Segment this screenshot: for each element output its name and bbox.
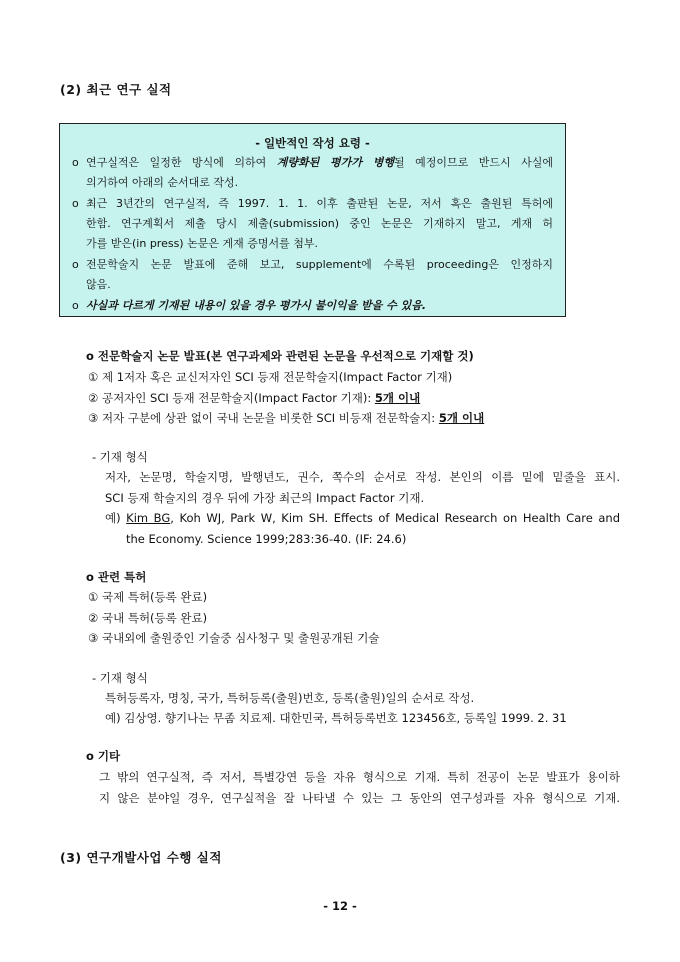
- papers-example-line-2: the Economy. Science 1999;283:36-40. (IF: 24.6): [126, 532, 407, 546]
- guideline-box: [59, 123, 566, 317]
- other-line-2: 지 않은 분야일 경우, 연구실적을 잘 나타낼 수 있는 그 동안의 연구성과를 자유 형식으로 기재.: [99, 791, 620, 805]
- limit-label: 5개 이내: [438, 411, 485, 425]
- patents-heading: o 관련 특허: [86, 570, 147, 584]
- patents-item-3: ③ 국내외에 출원중인 기술중 심사청구 및 출원공개된 기술: [88, 631, 380, 645]
- patents-format-line-1: 특허등록자, 명칭, 국가, 특허등록(출원)번호, 등록(출원)일의 순서로 작성.: [105, 691, 475, 705]
- papers-heading: o 전문학술지 논문 발표(본 연구과제와 관련된 논문을 우선적으로 기재할 것): [86, 349, 474, 363]
- section-3-title: (3) 연구개발사업 수행 실적: [60, 850, 222, 865]
- guideline-item-4: o 사실과 다르게 기재된 내용이 있을 경우 평가시 불이익을 받을 수 있음.: [72, 296, 553, 316]
- other-heading: o 기타: [86, 749, 121, 763]
- bullet-icon: o: [72, 258, 79, 271]
- patents-format-label: - 기재 형식: [92, 671, 148, 685]
- guideline-item-2: o 최근 3년간의 연구실적, 즉 1997. 1. 1. 이후 출판된 논문, 저서 혹은 출원된 특허에 한함. 연구계획서 제출 당시 제출(submission) 중인 논문은 기재하지 말고, 게재 허 가를 받은(in press) 논문은 게재 증명서를 첨부.: [72, 194, 553, 254]
- bullet-icon: o: [72, 299, 79, 312]
- bullet-icon: o: [72, 156, 79, 169]
- patents-item-1: ① 국제 특허(등록 완료): [88, 590, 208, 604]
- limit-label: 5개 이내: [374, 391, 421, 405]
- bullet-icon: o: [72, 197, 79, 210]
- papers-item-1: ① 제 1저자 혹은 교신저자인 SCI 등재 전문학술지(Impact Factor 기재): [88, 370, 453, 384]
- emphasis-text: 계량화된 평가가 병행: [276, 156, 395, 169]
- own-name-underlined: Kim BG: [126, 511, 171, 525]
- papers-format-line-2: SCI 등재 학술지의 경우 뒤에 가장 최근의 Impact Factor 기재.: [105, 491, 425, 505]
- section-2-title: (2) 최근 연구 실적: [60, 82, 172, 97]
- page-number: - 12 -: [323, 899, 357, 913]
- papers-item-2: ② 공저자인 SCI 등재 전문학술지(Impact Factor 기재): 5개 이내: [88, 391, 421, 405]
- guideline-item-3: o 전문학술지 논문 발표에 준해 보고, supplement에 수록된 proceeding은 인정하지 않음.: [72, 255, 553, 295]
- papers-example-line-1: 예) Kim BG, Koh WJ, Park W, Kim SH. Effects of Medical Research on Health Care and: [105, 511, 620, 525]
- guideline-title: - 일반적인 작성 요령 -: [255, 136, 370, 150]
- other-line-1: 그 밖의 연구실적, 즉 저서, 특별강연 등을 자유 형식으로 기재. 특히 전공이 논문 발표가 용이하: [99, 770, 620, 784]
- patents-item-2: ② 국내 특허(등록 완료): [88, 611, 208, 625]
- papers-format-line-1: 저자, 논문명, 학술지명, 발행년도, 권수, 쪽수의 순서로 작성. 본인의 이름 밑에 밑줄을 표시.: [105, 470, 620, 484]
- patents-example: 예) 김상영. 향기나는 무좀 치료제. 대한민국, 특허등록번호 123456호, 등록일 1999. 2. 31: [105, 711, 567, 725]
- papers-item-3: ③ 저자 구분에 상관 없이 국내 논문을 비롯한 SCI 비등재 전문학술지: 5개 이내: [88, 411, 485, 425]
- papers-format-label: - 기재 형식: [92, 450, 148, 464]
- guideline-item-1: o 연구실적은 일정한 방식에 의하여 계량화된 평가가 병행될 예정이므로 반드시 사실에 의거하여 아래의 순서대로 작성.: [72, 153, 553, 193]
